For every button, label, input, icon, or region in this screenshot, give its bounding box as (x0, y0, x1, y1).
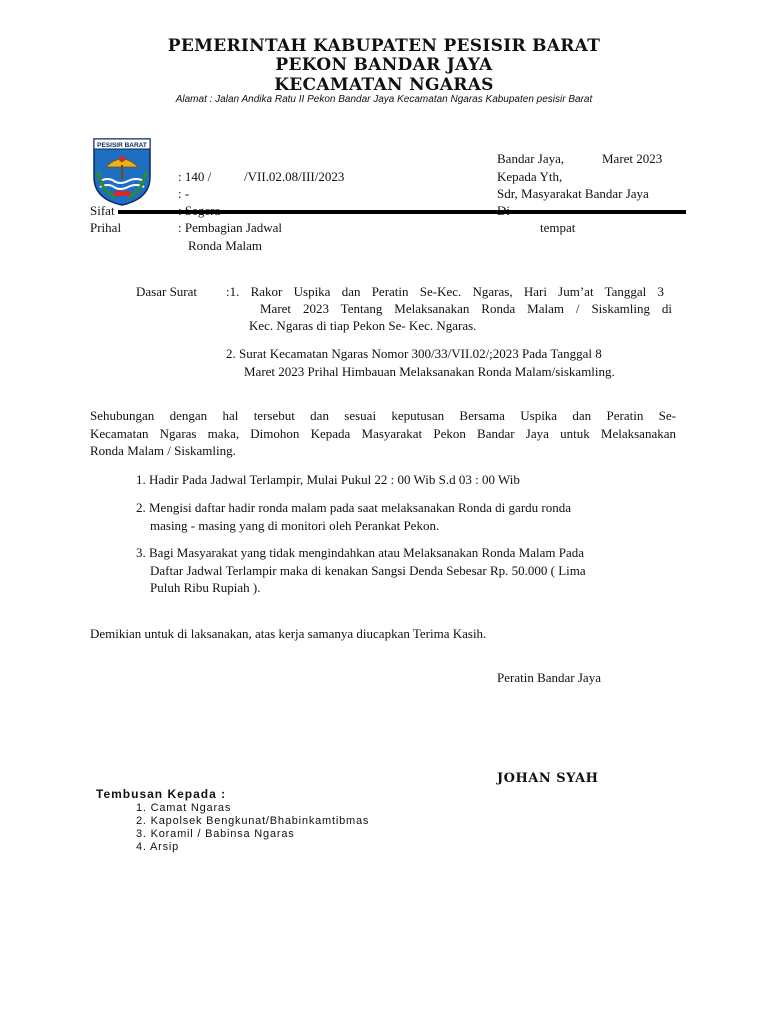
prihal-label: Prihal (90, 220, 122, 235)
tembusan-heading: Tembusan Kepada : (96, 787, 227, 801)
place-date-right: Maret 2023 (602, 151, 663, 166)
dasar-surat-label: Dasar Surat (136, 284, 198, 299)
dasar-item-2-line-1: 2. Surat Kecamatan Ngaras Nomor 300/33/VII.02/;2023 Pada Tanggal 8 (226, 346, 602, 361)
logo-text: PESISIR BARAT (97, 142, 147, 149)
letterhead-address: Alamat : Jalan Andika Ratu II Pekon Bandar Jaya Kecamatan Ngaras Kabupaten pesisir Barat (175, 94, 593, 105)
dasar-item-1-line-2: Maret 2023 Tentang Melaksanakan Ronda Malam / Siskamling di (260, 301, 672, 316)
dasar-item-1-line-3: Kec. Ngaras di tiap Pekon Se- Kec. Ngaras. (249, 318, 477, 333)
point-3-line-1: 3. Bagi Masyarakat yang tidak mengindahkan atau Melaksanakan Ronda Malam Pada (136, 545, 585, 560)
nomor-value: : 140 / (178, 169, 212, 184)
place-date-left: Bandar Jaya, (497, 151, 565, 166)
tembusan-item: 3. Koramil / Babinsa Ngaras (136, 828, 295, 840)
body-paragraph-line-1: Sehubungan dengan hal tersebut dan sesuai keputusan Bersama Uspika dan Peratin Se- (90, 408, 676, 423)
point-3-line-3: Puluh Ribu Rupiah ). (150, 580, 261, 595)
header-separator-rule (118, 210, 686, 214)
regency-emblem-logo (92, 137, 152, 207)
letterhead-line-1: PEMERINTAH KABUPATEN PESISIR BARAT (167, 36, 601, 56)
prihal-value-line-2: Ronda Malam (188, 238, 263, 253)
point-3-line-2: Daftar Jadwal Terlampir maka di kenakan Sangsi Denda Sebesar Rp. 50.000 ( Lima (150, 563, 586, 578)
body-paragraph-line-2: Kecamatan Ngaras maka, Dimohon Kepada Masyarakat Pekon Bandar Jaya untuk Melaksanakan (90, 426, 676, 441)
tembusan-item: 2. Kapolsek Bengkunat/Bhabinkamtibmas (136, 815, 370, 827)
prihal-value-line-1: : Pembagian Jadwal (178, 220, 282, 235)
signature-title: Peratin Bandar Jaya (497, 670, 601, 685)
signature-name: JOHAN SYAH (497, 771, 599, 786)
dasar-item-2-line-2: Maret 2023 Prihal Himbauan Melaksanakan Ronda Malam/siskamling. (244, 364, 615, 379)
sifat-label: Sifat (90, 203, 115, 218)
closing-sentence: Demikian untuk di laksanakan, atas kerja samanya diucapkan Terima Kasih. (90, 626, 487, 641)
point-1: 1. Hadir Pada Jadwal Terlampir, Mulai Pukul 22 : 00 Wib S.d 03 : 00 Wib (136, 472, 520, 487)
tembusan-item: 1. Camat Ngaras (136, 802, 232, 814)
recipient: Sdr, Masyarakat Bandar Jaya (497, 186, 649, 201)
kepada-label: Kepada Yth, (497, 169, 563, 184)
point-2-line-1: 2. Mengisi daftar hadir ronda malam pada saat melaksanakan Ronda di gardu ronda (136, 500, 571, 515)
letterhead-line-3: KECAMATAN NGARAS (274, 75, 494, 95)
nomor-code: /VII.02.08/III/2023 (244, 169, 345, 184)
lampiran-value: : - (178, 186, 190, 201)
tembusan-item: 4. Arsip (136, 841, 180, 853)
dasar-item-1-line-1: :1. Rakor Uspika dan Peratin Se-Kec. Ngaras, Hari Jum’at Tanggal 3 (226, 284, 664, 299)
tempat-label: tempat (540, 220, 576, 235)
point-2-line-2: masing - masing yang di monitori oleh Perankat Pekon. (150, 518, 440, 533)
body-paragraph-line-3: Ronda Malam / Siskamling. (90, 443, 236, 458)
letterhead-line-2: PEKON BANDAR JAYA (275, 55, 493, 75)
